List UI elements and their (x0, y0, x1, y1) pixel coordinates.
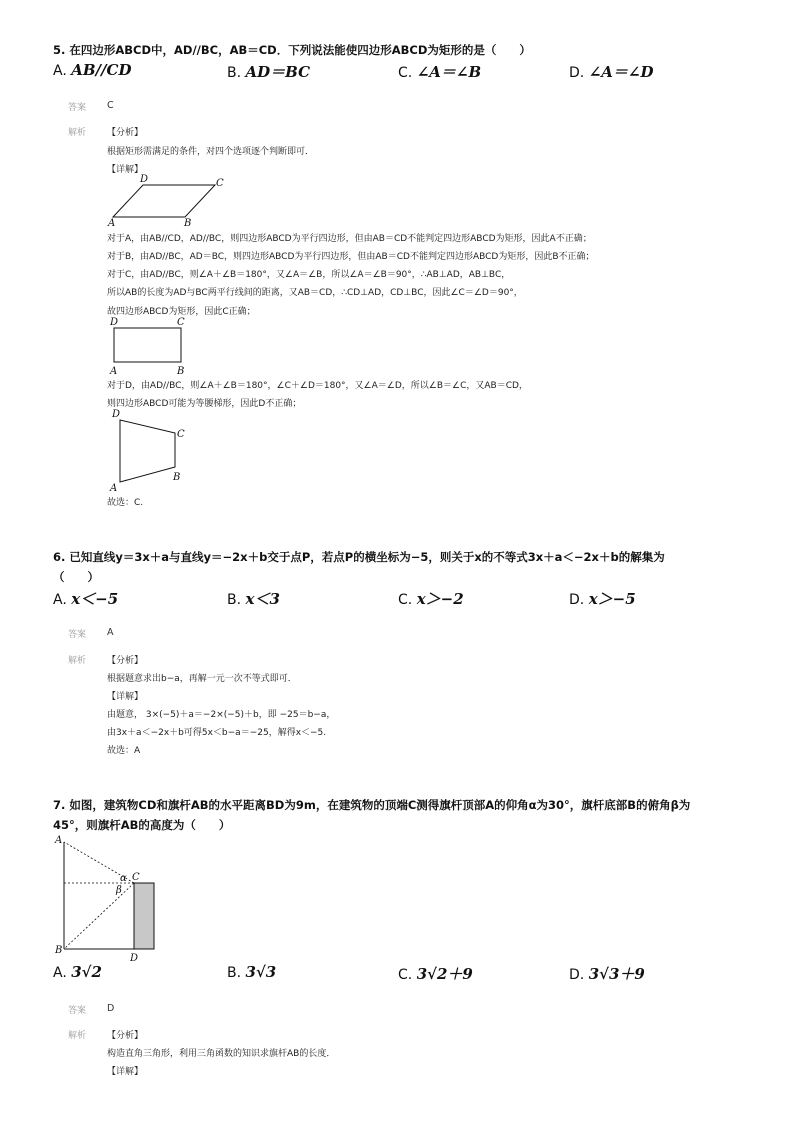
q5-option-c[interactable]: C. ∠A＝∠B (398, 63, 482, 81)
label-a: A (110, 483, 118, 494)
q5-line-7: 故四边形ABCD为矩形，因此C正确； (107, 307, 256, 317)
q5-fig-trapezoid (107, 407, 197, 493)
q6-option-a[interactable]: A. x＜−5 (53, 590, 119, 608)
q5-fig-rectangle (107, 315, 192, 377)
q5-line-3: 对于A，由AB//CD，AD//BC，则四边形ABCD为平行四边形，但由AB＝CD不能判定四边形ABCD为矩形，因此A不正确； (107, 234, 592, 244)
label-b: B (55, 945, 63, 956)
q5-option-d[interactable]: D. ∠A＝∠D (569, 63, 654, 81)
label-alpha: α (120, 873, 127, 884)
q5-line-10: 故选：C. (107, 498, 144, 508)
q6-option-b[interactable]: B. x＜3 (227, 590, 280, 608)
parallelogram-shape (113, 185, 215, 217)
q6-line-4: 由3x＋a＜−2x＋b可得5x＜b−a＝−25，解得x＜−5. (107, 728, 327, 738)
label-d: D (110, 317, 119, 328)
q5-option-b[interactable]: B. AD＝BC (227, 63, 311, 81)
q7-answer-tag: 答案 (68, 1006, 87, 1016)
q5-line-8: 对于D，由AD//BC，则∠A＋∠B＝180°，∠C＋∠D＝180°，又∠A＝∠D，所以∠B＝∠C，又AB＝CD， (107, 381, 528, 391)
q6-answer-tag: 答案 (68, 630, 87, 640)
q5-options (53, 61, 753, 83)
q6-line-0: 【分析】 (107, 656, 144, 666)
q5-fig-parallelogram (105, 172, 235, 230)
q7-option-a[interactable]: A. 3√2 (53, 963, 102, 981)
q7-option-b[interactable]: B. 3√3 (227, 963, 277, 981)
building-cd (134, 883, 154, 949)
label-a: A (108, 218, 116, 229)
q7-analysis-tag: 解析 (68, 1031, 87, 1041)
label-b: B (184, 218, 192, 229)
q5-answer: C (107, 100, 114, 111)
q7-option-d[interactable]: D. 3√3＋9 (569, 965, 645, 983)
label-d: D (140, 174, 149, 185)
q6-stem: 6. 已知直线y＝3x＋a与直线y＝−2x＋b交于点P，若点P的横坐标为−5，则关于x的不等式3x＋a＜−2x＋b的解集为 (53, 550, 665, 564)
q5-option-a[interactable]: A. AB//CD (53, 61, 132, 79)
q7-line-1: 构造直角三角形，利用三角函数的知识求旗杆AB的长度． (107, 1049, 336, 1059)
label-c: C (132, 872, 140, 883)
q6-line-5: 故选：A (107, 746, 141, 756)
q5-analysis-tag: 解析 (68, 128, 87, 138)
rectangle-shape (114, 328, 181, 362)
label-d: D (130, 953, 139, 964)
label-a: A (110, 366, 118, 377)
q6-line-3: 由题意， 3×(−5)＋a＝−2×(−5)＋b，即 −25＝b−a， (107, 710, 336, 720)
q7-option-c[interactable]: C. 3√2＋9 (398, 965, 473, 983)
label-c: C (177, 429, 185, 440)
label-c: C (177, 317, 185, 328)
q6-line-2: 【详解】 (107, 692, 144, 702)
label-d: D (112, 409, 121, 420)
q7-line-0: 【分析】 (107, 1031, 144, 1041)
q5-line-2: 【详解】 (107, 165, 144, 175)
trapezoid-shape (120, 420, 175, 482)
label-c: C (216, 178, 224, 189)
q5-line-9: 则四边形ABCD可能为等腰梯形，因此D不正确； (107, 399, 302, 409)
q5-line-4: 对于B，由AD//BC，AD＝BC，则四边形ABCD为平行四边形，但由AB＝CD不能判定四边形ABCD为矩形，因此B不正确； (107, 252, 595, 262)
q6-options (53, 588, 753, 610)
q5-answer-tag: 答案 (68, 103, 87, 113)
q7-line-2: 【详解】 (107, 1067, 144, 1077)
q6-line-1: 根据题意求出b−a，再解一元一次不等式即可． (107, 674, 297, 684)
label-b: B (177, 366, 185, 377)
q5-stem: 5. 在四边形ABCD中，AD//BC，AB＝CD．下列说法能使四边形ABCD为矩形的是（ ） (53, 43, 531, 57)
q5-line-6: 所以AB的长度为AD与BC两平行线间的距离，又AB＝CD，∴CD⊥AD，CD⊥BC，因此∠C＝∠D＝90°， (107, 288, 523, 298)
q6-answer: A (107, 627, 114, 638)
q7-options (53, 963, 753, 985)
q6-option-d[interactable]: D. x＞−5 (569, 590, 636, 608)
q7-fig-flagpole-building (52, 833, 162, 963)
q7-answer: D (107, 1003, 115, 1014)
q6-analysis-tag: 解析 (68, 656, 87, 666)
label-b: B (173, 472, 181, 483)
q7-stem-cont: 45°，则旗杆AB的高度为（ ） (53, 818, 231, 832)
q5-line-0: 【分析】 (107, 128, 144, 138)
q5-line-1: 根据矩形需满足的条件，对四个选项逐个判断即可． (107, 147, 315, 157)
q5-line-5: 对于C，由AD//BC，则∠A＋∠B＝180°，又∠A＝∠B，所以∠A＝∠B＝90°，∴AB⊥AD，AB⊥BC， (107, 270, 511, 280)
q7-stem: 7. 如图，建筑物CD和旗杆AB的水平距离BD为9m，在建筑物的顶端C测得旗杆顶部A的仰角α为30°，旗杆底部B的俯角β为 (53, 798, 691, 812)
label-a: A (55, 835, 63, 846)
sight-line-cb (64, 883, 134, 949)
q6-stem-cont: （ ） (53, 570, 99, 584)
label-beta: β (116, 885, 122, 896)
q6-option-c[interactable]: C. x＞−2 (398, 590, 464, 608)
